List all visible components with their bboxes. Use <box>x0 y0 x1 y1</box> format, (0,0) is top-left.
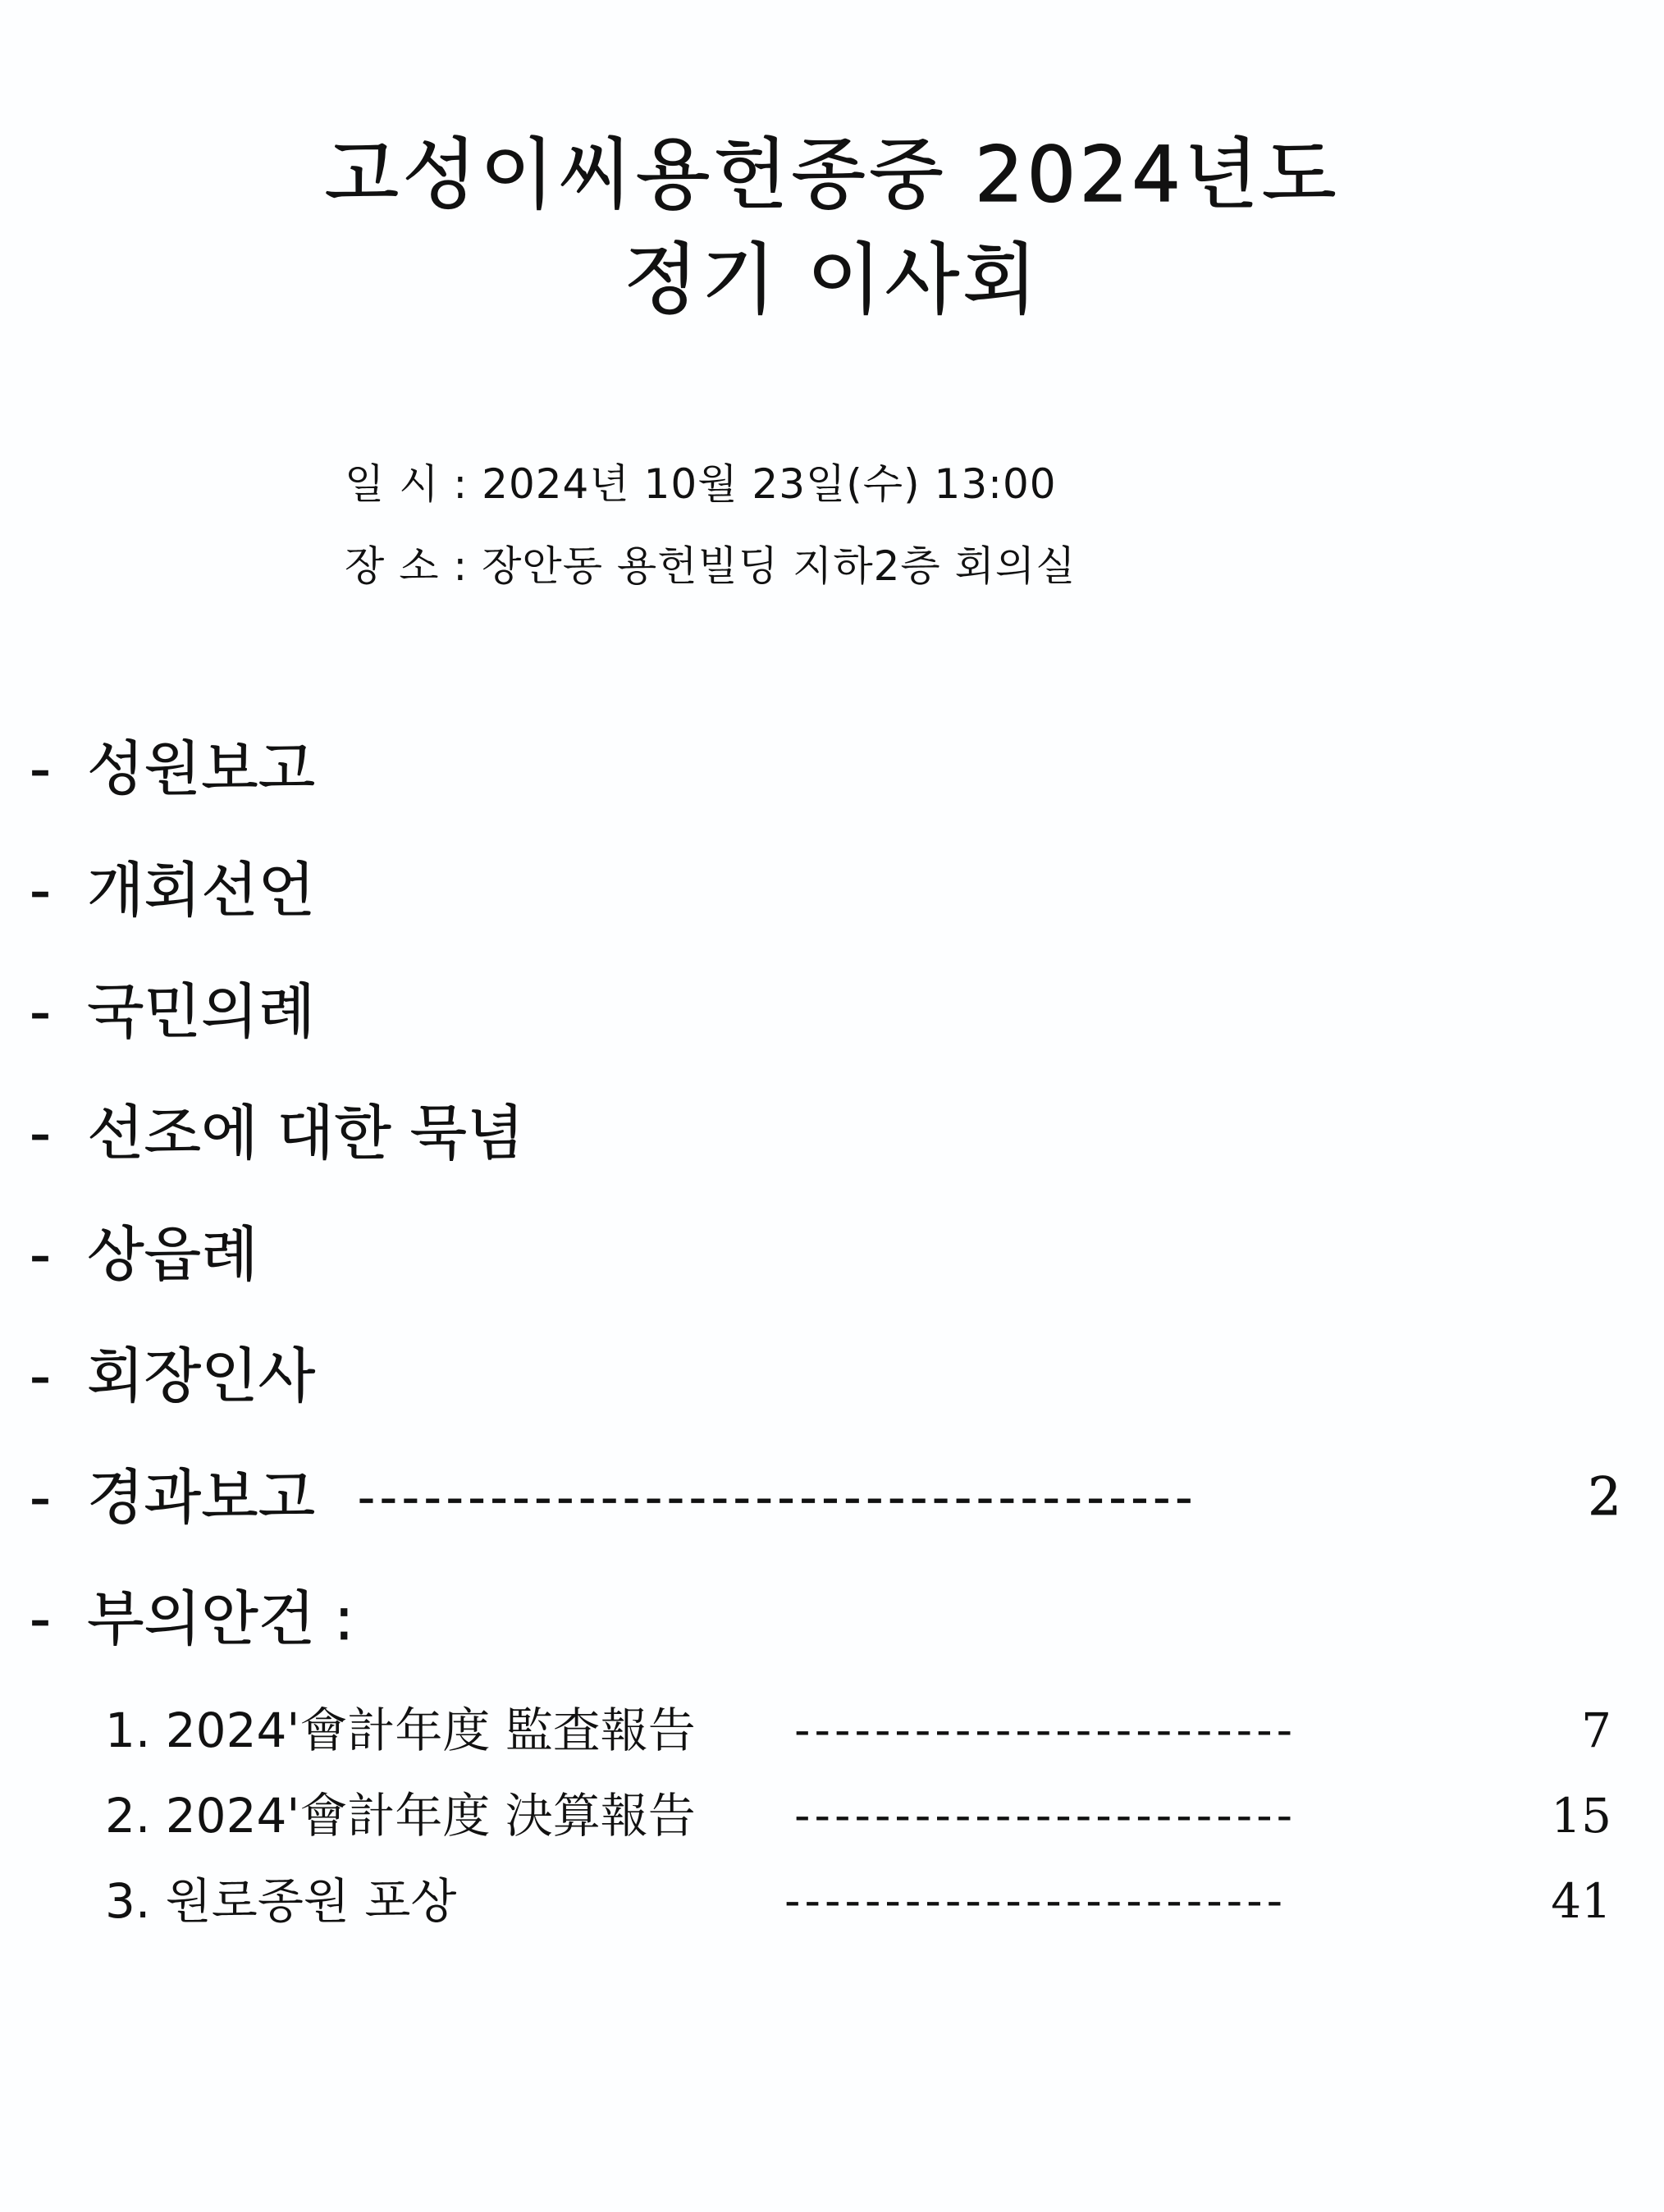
agenda-item-bow <box>30 1209 1621 1331</box>
agenda-item-label: 경과보고 <box>87 1463 316 1532</box>
agenda-item-national-ceremony <box>30 967 1621 1088</box>
sub-item-elder-award <box>105 1864 1611 1949</box>
agenda-item-label: 상읍례 <box>87 1220 258 1289</box>
agenda-dash: - <box>30 1099 51 1168</box>
page-number: 2 <box>1588 1467 1621 1528</box>
agenda-dash: - <box>30 1584 51 1653</box>
dotted-leader: -------------------------------------- <box>358 1469 1198 1525</box>
agenda-item-agenda-items <box>30 1574 1621 1695</box>
sub-item-label: 1. 2024'會計年度 監査報告 <box>105 1702 696 1758</box>
sub-item-label: 2. 2024'會計年度 決算報告 <box>105 1788 696 1844</box>
sub-item-settlement-report <box>105 1779 1611 1864</box>
agenda-dash: - <box>30 734 51 803</box>
agenda-item-label: 국민의례 <box>87 977 316 1046</box>
agenda-item-silent-tribute <box>30 1088 1621 1209</box>
agenda-item-label: 성원보고 <box>87 734 316 803</box>
title-line-2: 정기 이사회 <box>624 235 1040 325</box>
sub-item-audit-report <box>105 1693 1611 1779</box>
title-line-1: 고성이씨용헌종중 2024년도 <box>324 130 1340 220</box>
meeting-datetime: 일 시 : 2024년 10월 23일(수) 13:00 <box>345 460 1057 508</box>
agenda-item-label: 선조에 대한 묵념 <box>87 1099 524 1168</box>
page-number: 7 <box>1581 1702 1611 1758</box>
agenda-item-opening <box>30 845 1621 967</box>
agenda-item-label: 개회선언 <box>87 856 316 925</box>
agenda-item-greeting <box>30 1331 1621 1452</box>
meeting-info <box>345 443 1077 607</box>
agenda-dash: - <box>30 1341 51 1410</box>
page-number: 41 <box>1551 1873 1611 1929</box>
agenda-dash: - <box>30 856 51 925</box>
page-number: 15 <box>1551 1788 1611 1844</box>
agenda-dash: - <box>30 977 51 1046</box>
document-title <box>0 123 1664 333</box>
dotted-leader: ------------------------- <box>784 1875 1287 1926</box>
meeting-place: 장 소 : 장안동 용헌빌딩 지하2층 회의실 <box>345 542 1077 590</box>
agenda-dash: - <box>30 1220 51 1289</box>
agenda-item-roll-call <box>30 724 1621 845</box>
sub-item-label: 3. 원로종원 포상 <box>105 1873 457 1929</box>
agenda-item-label: 회장인사 <box>87 1341 316 1410</box>
dotted-leader: ------------------------- <box>794 1789 1297 1841</box>
dotted-leader: ------------------------- <box>794 1704 1297 1756</box>
agenda-item-progress-report <box>30 1452 1621 1574</box>
agenda-item-label: 부의안건 : <box>87 1584 354 1653</box>
agenda-list <box>30 724 1621 1695</box>
sub-agenda-list <box>105 1693 1611 1949</box>
agenda-dash: - <box>30 1463 51 1532</box>
